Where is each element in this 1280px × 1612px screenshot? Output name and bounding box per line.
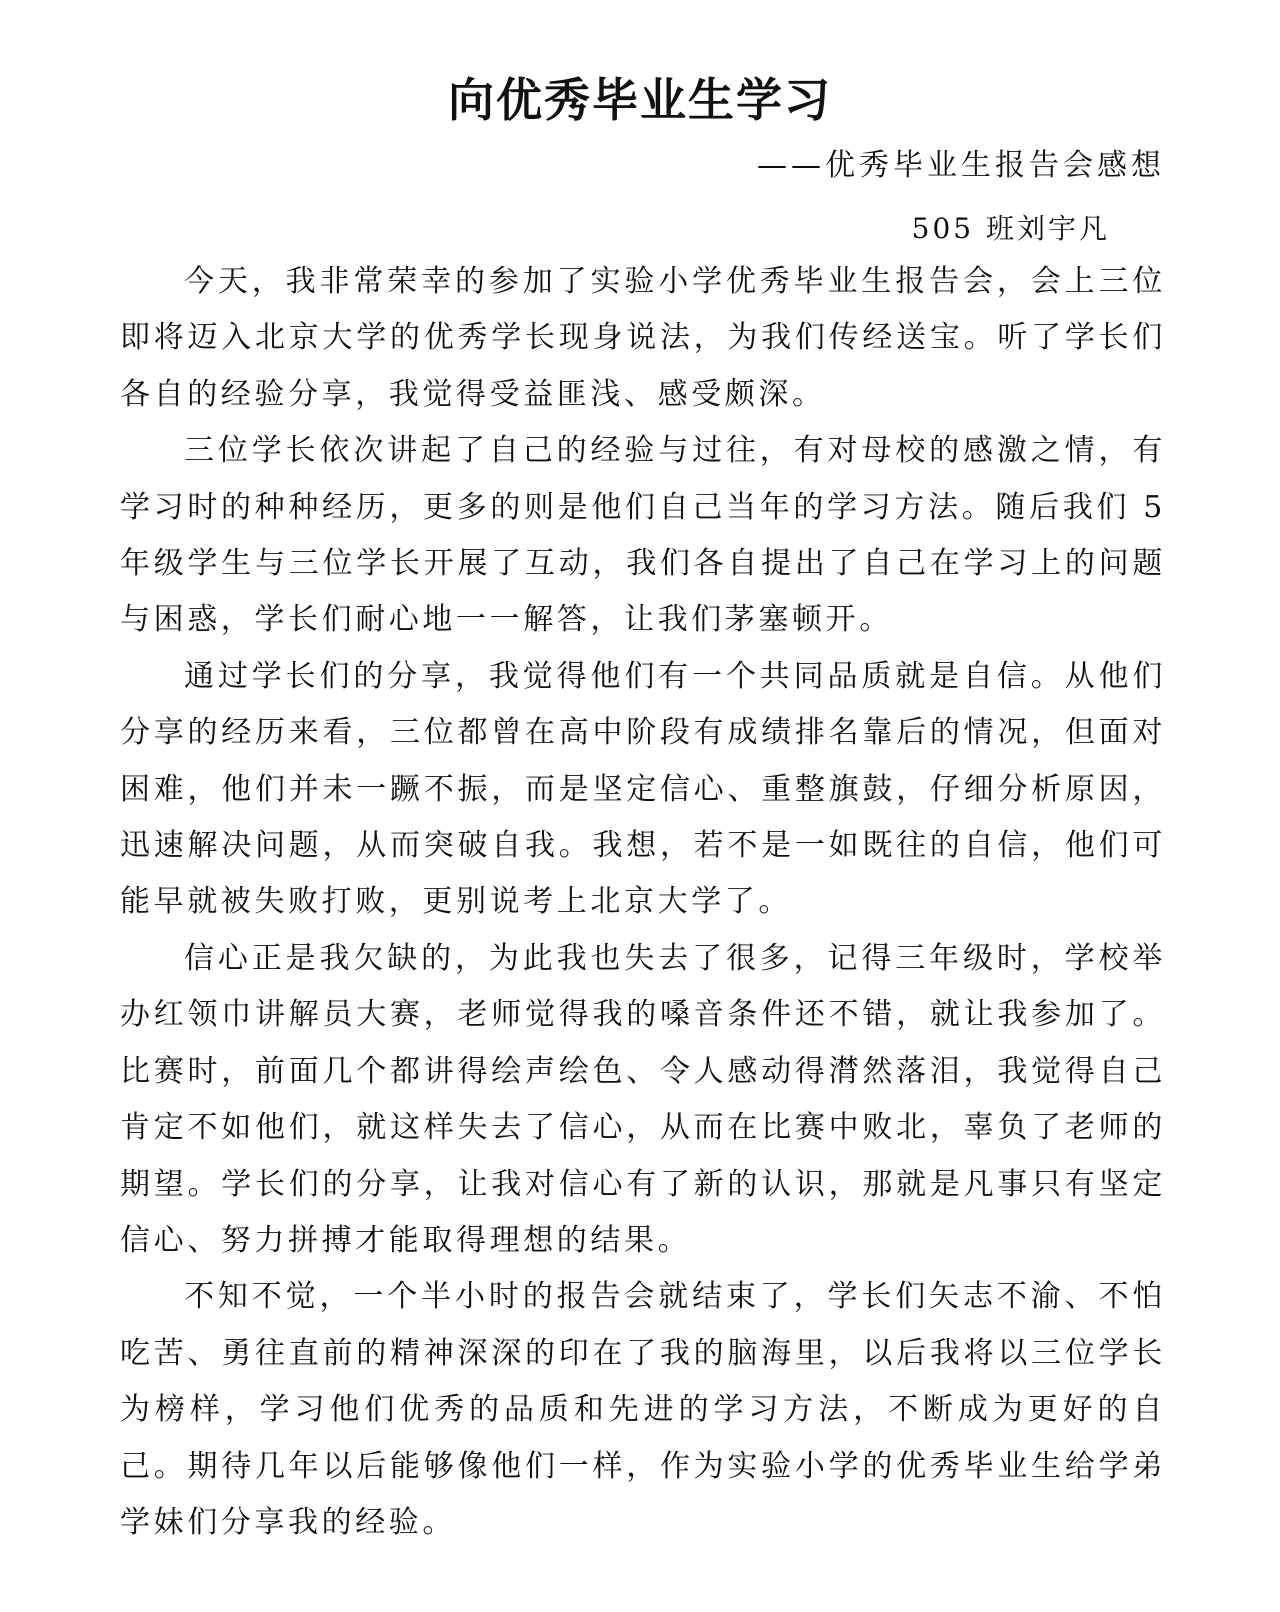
document-body (120, 254, 1166, 1551)
paragraph-4: 信心正是我欠缺的，为此我也失去了很多，记得三年级时，学校举办红领巾讲解员大赛，老师觉得我的嗓音条件还不错，就让我参加了。比赛时，前面几个都讲得绘声绘色、令人感动得潸然落泪，我觉得自己肯定不如他们，就这样失去了信心，从而在比赛中败北，辜负了老师的期望。学长们的分享，让我对信心有了新的认识，那就是凡事只有坚定信心、努力拼搏才能取得理想的结果。 (120, 940, 1166, 1258)
document-subtitle: ——优秀毕业生报告会感想 (757, 148, 1165, 183)
paragraph-5: 不知不觉，一个半小时的报告会就结束了，学长们矢志不渝、不怕吃苦、勇往直前的精神深深的印在了我的脑海里，以后我将以三位学长为榜样，学习他们优秀的品质和先进的学习方法，不断成为更好的自己。期待几年以后能够像他们一样，作为实验小学的优秀毕业生给学弟学妹们分享我的经验。 (120, 1279, 1166, 1540)
paragraph-2: 三位学长依次讲起了自己的经验与过往，有对母校的感激之情，有学习时的种种经历，更多的则是他们自己当年的学习方法。随后我们 5 年级学生与三位学长开展了互动，我们各自提出了自己在学习上的问题与困惑，学长们耐心地一一解答，让我们茅塞顿开。 (120, 433, 1166, 638)
paragraph-3: 通过学长们的分享，我觉得他们有一个共同品质就是自信。从他们分享的经历来看，三位都曾在高中阶段有成绩排名靠后的情况，但面对困难，他们并未一蹶不振，而是坚定信心、重整旗鼓，仔细分析原因，迅速解决问题，从而突破自我。我想，若不是一如既往的自信，他们可能早就被失败打败，更别说考上北京大学了。 (120, 658, 1166, 920)
author-line: 505 班刘宇凡 (911, 212, 1110, 245)
document-title: 向优秀毕业生学习 (448, 73, 832, 127)
paragraph-1: 今天，我非常荣幸的参加了实验小学优秀毕业生报告会，会上三位即将迈入北京大学的优秀学长现身说法，为我们传经送宝。听了学长们各自的经验分享，我觉得受益匪浅、感受颇深。 (120, 264, 1166, 412)
